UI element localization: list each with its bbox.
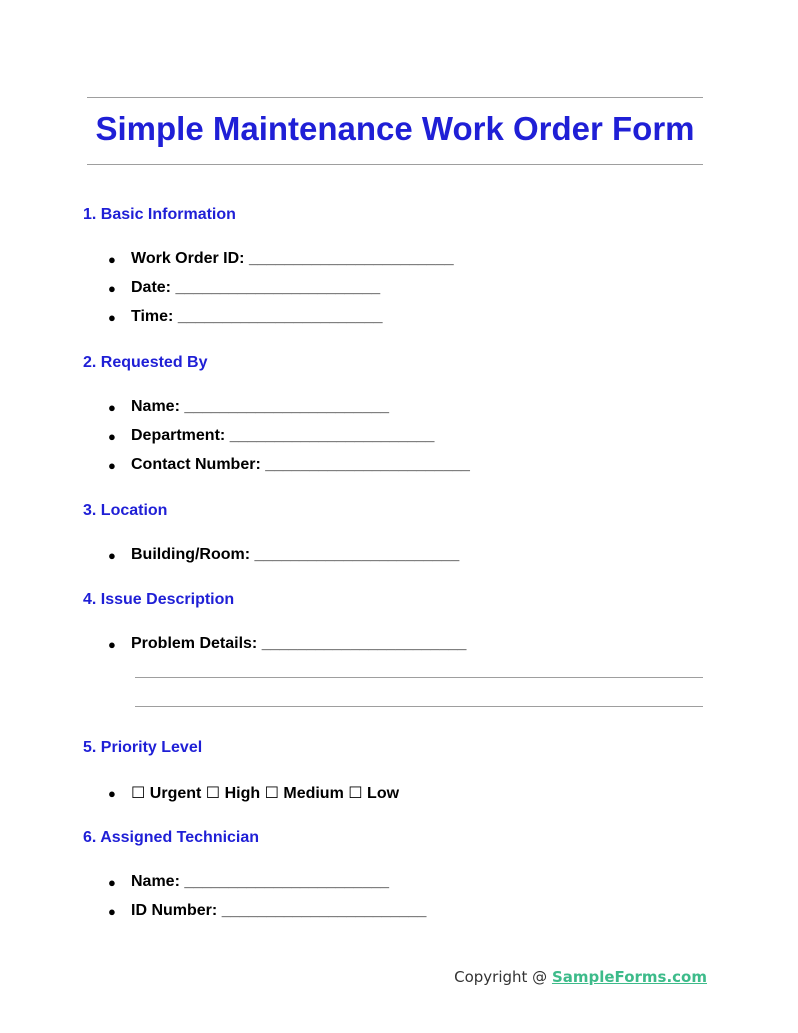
section-heading-location: 3. Location (83, 502, 168, 519)
blank-line[interactable]: _______________________ (177, 308, 383, 325)
blank-line[interactable]: _______________________ (221, 902, 427, 919)
title-top-rule (87, 97, 703, 98)
blank-line[interactable]: _______________________ (229, 427, 435, 444)
field-label: Problem Details: (131, 635, 258, 652)
sampleforms-link[interactable]: SampleForms.com (551, 968, 707, 986)
field-label: Name: (131, 873, 180, 890)
field-department[interactable] (108, 427, 434, 445)
bullet-icon: ● (108, 280, 116, 296)
field-label: Date: (131, 279, 172, 296)
section-heading-requested-by: 2. Requested By (83, 354, 208, 371)
bullet-icon: ● (108, 547, 116, 563)
field-work-order-id[interactable] (108, 250, 454, 268)
page-title: Simple Maintenance Work Order Form (95, 110, 695, 147)
field-label: Building/Room: (131, 546, 251, 563)
bullet-icon: ● (108, 309, 116, 325)
blank-line[interactable]: _______________________ (175, 279, 381, 296)
blank-line[interactable]: _______________________ (184, 873, 390, 890)
problem-details-writing-line[interactable] (135, 677, 703, 678)
bullet-icon: ● (108, 428, 116, 444)
field-requester-name[interactable] (108, 398, 389, 416)
field-label: Name: (131, 398, 180, 415)
field-date[interactable] (108, 279, 380, 297)
field-label: Time: (131, 308, 174, 325)
section-heading-assigned-technician: 6. Assigned Technician (83, 829, 260, 846)
copyright-text: Copyright @ (454, 968, 552, 986)
blank-line[interactable]: _______________________ (248, 250, 454, 267)
copyright-footer (454, 968, 707, 986)
field-technician-name[interactable] (108, 873, 389, 891)
section-heading-priority-level: 5. Priority Level (83, 739, 203, 756)
bullet-icon: ● (108, 399, 116, 415)
bullet-icon: ● (108, 903, 116, 919)
problem-details-writing-line[interactable] (135, 706, 703, 707)
field-problem-details[interactable] (108, 635, 466, 653)
section-heading-issue-description: 4. Issue Description (83, 591, 235, 608)
bullet-icon: ● (108, 251, 116, 267)
field-label: Work Order ID: (131, 250, 245, 267)
blank-line[interactable]: _______________________ (261, 635, 467, 652)
priority-checkbox-options[interactable]: ☐ Urgent ☐ High ☐ Medium ☐ Low (131, 785, 400, 802)
blank-line[interactable]: _______________________ (265, 456, 470, 473)
title-bottom-rule (87, 164, 703, 165)
bullet-icon: ● (108, 874, 116, 890)
bullet-icon: ● (108, 785, 116, 801)
bullet-icon: ● (108, 457, 116, 473)
blank-line[interactable]: _______________________ (184, 398, 390, 415)
field-contact-number[interactable] (108, 456, 470, 474)
field-time[interactable] (108, 308, 383, 326)
blank-line[interactable]: _______________________ (254, 546, 460, 563)
field-label: Department: (131, 427, 226, 444)
field-building-room[interactable] (108, 546, 459, 564)
priority-options[interactable] (108, 783, 399, 803)
field-label: Contact Number: (131, 456, 261, 473)
field-technician-id-number[interactable] (108, 902, 426, 920)
field-label: ID Number: (131, 902, 218, 919)
section-heading-basic-information: 1. Basic Information (83, 206, 236, 223)
bullet-icon: ● (108, 636, 116, 652)
